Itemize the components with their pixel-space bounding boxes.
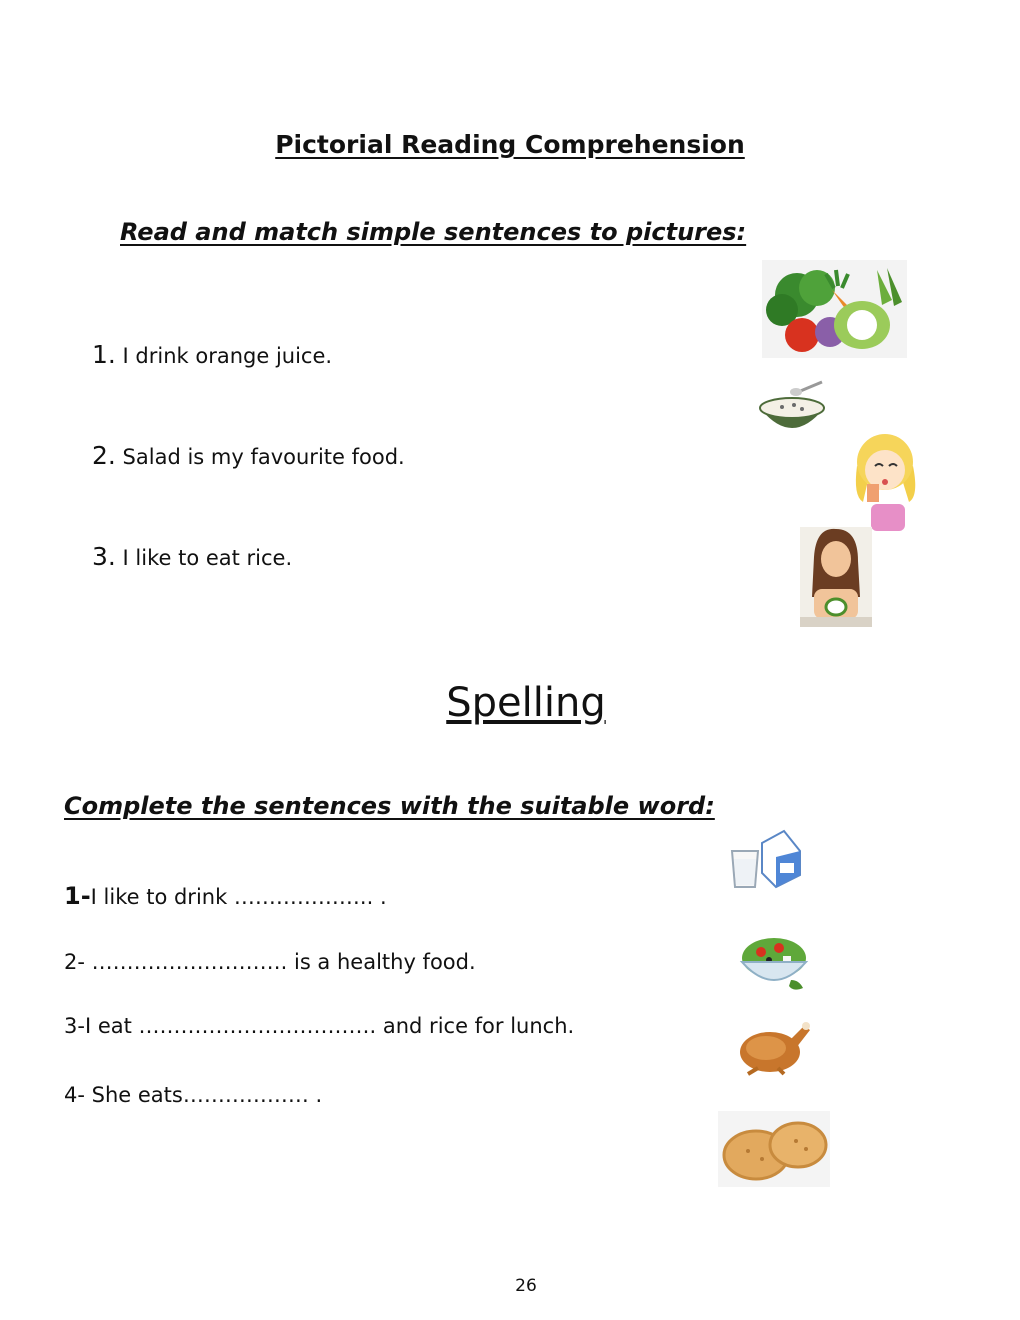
- page-title: [0, 130, 1020, 159]
- page-number: 26: [515, 1276, 537, 1296]
- spelling-item-number: 3-: [64, 1014, 85, 1038]
- reading-item-2: [92, 441, 405, 470]
- spelling-item-text: ………………………. is a healthy food.: [84, 950, 476, 974]
- reading-item-number: 1.: [92, 340, 116, 369]
- spelling-item-text: I eat ……………………………. and rice for lunch.: [84, 1014, 575, 1038]
- spelling-item-4: [64, 1083, 322, 1107]
- roast-chicken-icon: [738, 1018, 812, 1076]
- salad-bowl-icon: [739, 926, 809, 993]
- reading-item-3: [92, 542, 292, 571]
- reading-instruction: Read and match simple sentences to pictures:: [120, 218, 747, 246]
- rice-bowl-icon: [756, 378, 828, 442]
- spelling-heading-text: Spelling: [446, 680, 606, 726]
- girl-drinking-icon: [849, 426, 921, 531]
- spelling-item-3: [64, 1014, 574, 1038]
- reading-item-text: I drink orange juice.: [122, 344, 333, 368]
- spelling-item-text: I like to drink ……………….. .: [90, 885, 387, 909]
- spelling-item-number: 1-: [64, 882, 91, 910]
- spelling-heading: [0, 680, 1020, 726]
- spelling-item-1: [64, 882, 387, 910]
- milk-icon: [728, 829, 804, 889]
- reading-item-text: I like to eat rice.: [122, 546, 293, 570]
- spelling-item-number: 2-: [64, 950, 85, 974]
- spelling-item-text: She eats……………… .: [84, 1083, 323, 1107]
- woman-eating-salad-icon: [800, 527, 872, 627]
- reading-item-number: 3.: [92, 542, 116, 571]
- reading-item-number: 2.: [92, 441, 116, 470]
- spelling-item-2: [64, 950, 476, 974]
- biscuits-icon: [718, 1111, 830, 1187]
- spelling-instruction: Complete the sentences with the suitable word:: [64, 792, 715, 820]
- vegetables-icon: [762, 260, 907, 358]
- reading-item-text: Salad is my favourite food.: [122, 445, 405, 469]
- spelling-item-number: 4-: [64, 1083, 85, 1107]
- reading-item-1: [92, 340, 332, 369]
- page-title-text: Pictorial Reading Comprehension: [275, 130, 745, 159]
